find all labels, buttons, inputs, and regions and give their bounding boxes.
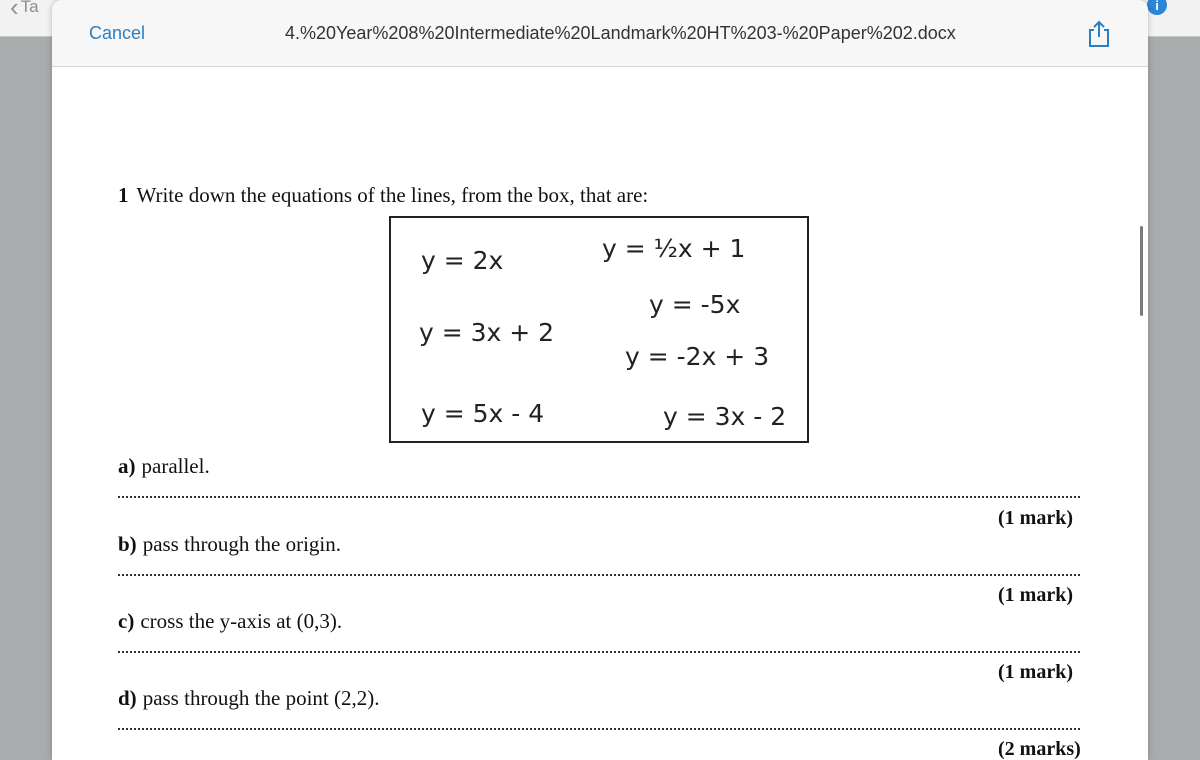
part-b-label [118,532,341,557]
part-letter: c) [118,609,135,633]
part-d-label [118,686,380,711]
part-text: cross the y-axis at (0,3). [140,609,343,633]
equations-box [389,216,809,443]
equation: y = -2x + 3 [625,342,770,371]
equation: y = 3x - 2 [663,402,787,431]
part-letter: d) [118,686,137,710]
document-preview-sheet [52,0,1148,760]
equation: y = ½x + 1 [602,234,746,263]
share-icon[interactable] [1086,20,1112,48]
document-body [52,66,1148,760]
equation: y = 5x - 4 [421,399,545,428]
part-letter: b) [118,532,137,556]
equation: y = 3x + 2 [419,318,555,347]
chevron-left-icon: ‹ [10,0,19,22]
document-title: 4.%20Year%208%20Intermediate%20Landmark%20HT%203-%20Paper%202.docx [285,23,956,43]
back-button[interactable] [10,0,39,20]
part-c-label [118,609,342,634]
cancel-button[interactable]: Cancel [89,23,146,43]
back-label: Ta [20,0,39,16]
question-number: 1 [118,183,129,207]
answer-line [118,651,1080,653]
question-text: Write down the equations of the lines, from the box, that are: [136,183,649,207]
answer-line [118,728,1080,730]
part-letter: a) [118,454,136,478]
question-heading [118,183,648,208]
equation: y = 2x [421,246,504,275]
part-a-label [118,454,210,479]
preview-header [52,0,1148,67]
part-mark: (1 mark) [998,584,1073,606]
part-text: pass through the point (2,2). [142,686,380,710]
part-mark: (1 mark) [998,507,1073,529]
part-mark: (2 marks) [998,738,1081,760]
part-text: pass through the origin. [142,532,341,556]
part-mark: (1 mark) [998,661,1073,683]
equation: y = -5x [649,290,741,319]
part-text: parallel. [141,454,210,478]
answer-line [118,496,1080,498]
info-icon[interactable]: i [1147,0,1167,15]
answer-line [118,574,1080,576]
